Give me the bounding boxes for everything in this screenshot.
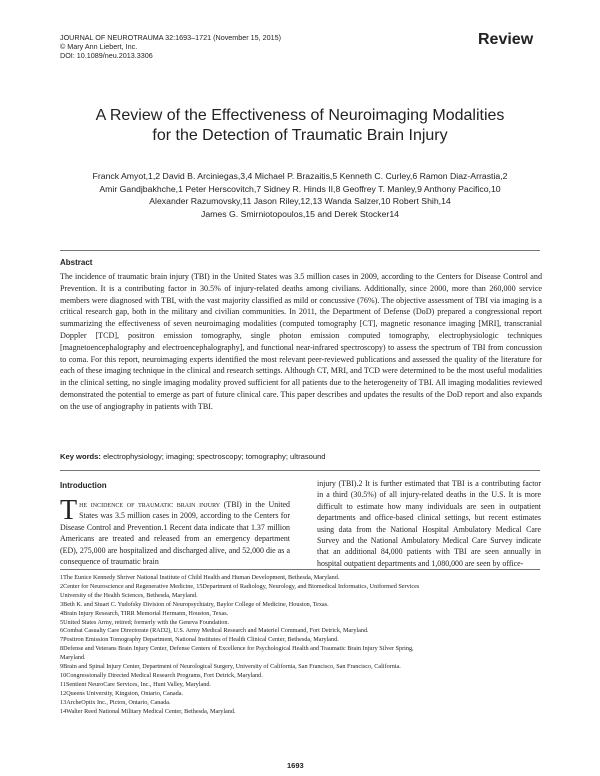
intro-right-column: [317, 478, 541, 569]
abstract-top-rule: [60, 250, 540, 251]
footnote: 4Brain Injury Research, TIRR Memorial Hermann, Houston, Texas.: [60, 609, 229, 617]
abstract-heading: Abstract: [60, 258, 93, 267]
footnote: 2Center for Neuroscience and Regenerative Medicine, 15Department of Radiology, Neurology, and Biomedical Informatics, Uniformed Services: [60, 582, 420, 590]
page-number: 1693: [287, 761, 304, 770]
footnote: 9Brain and Spinal Injury Center, Department of Neurological Surgery, University of California, San Francisco, San Francisco, California.: [60, 663, 401, 671]
journal-header: [60, 33, 360, 60]
intro-left-column: [60, 495, 290, 567]
keywords: [60, 452, 540, 461]
keywords-label: Key words:: [60, 452, 101, 461]
affiliation-footnotes: [60, 574, 542, 717]
author-list: [52, 170, 548, 220]
title-line-1: A Review of the Effectiveness of Neuroimaging Modalities: [95, 107, 505, 124]
intro-left-text: (TBI) in the United States was 3.5 million cases in 2009, according to the Centers for Disease Control and Prevention.1 Recent data indicate that 1.37 million Americans are treated and released from an emergency department (ED), 275,000 are hospitalized and discharged alive, and 52,000 die as a consequence of traumatic brain: [60, 500, 290, 567]
footnote: Maryland.: [60, 654, 86, 662]
drop-cap: T: [60, 495, 78, 526]
footnote: 13ArcheOptix Inc., Picton, Ontario, Canada.: [60, 698, 171, 706]
footnote: 14Walter Reed National Military Medical Center, Bethesda, Maryland.: [60, 707, 236, 715]
footnote: 7Positron Emission Tomography Department, National Institutes of Health Clinical Center, Bethesda, Maryland.: [60, 636, 339, 644]
section-label: Review: [478, 31, 534, 48]
title-line-2: for the Detection of Traumatic Brain Injury: [152, 127, 448, 144]
footnote: 10Congressionally Directed Medical Research Programs, Fort Detrick, Maryland.: [60, 671, 263, 679]
footnote-rule: [60, 569, 540, 570]
footnote: 3Beth K. and Stuart C. Yudofsky Division of Neuropsychiatry, Baylor College of Medicine, Houston, Texas.: [60, 600, 329, 608]
authors-line-2: Amir Gandjbakhche,1 Peter Herscovitch,7 Sidney R. Hinds II,8 Geoffrey T. Manley,9 Anthony Pacifico,10: [99, 183, 501, 194]
footnote: University of the Health Sciences, Bethesda, Maryland.: [60, 591, 198, 599]
footnote: 11Sentient NeuroCare Services, Inc., Hunt Valley, Maryland.: [60, 680, 211, 688]
article-title: [40, 106, 560, 146]
journal-copyright: © Mary Ann Liebert, Inc.: [60, 42, 138, 51]
intro-right-text: injury (TBI).2 It is further estimated that TBI is a contributing factor in a third (30.5%) of all injury-related deaths in the U.S. It is more difficult to estimate how many individuals are seen in outpatient departments and office-based clinical settings, but recent estimates using data from the National Hospital Ambulatory Medical Care Survey and the National Ambulatory Medical Care Survey indicate that an additional 84,000 patients with TBI are seen annually in hospital outpatient departments and 1,080,000 are seen by office-: [317, 479, 541, 568]
authors-line-4: James G. Smirniotopoulos,15 and Derek Stocker14: [201, 208, 399, 219]
abstract-text: The incidence of traumatic brain injury (TBI) in the United States was 3.5 million cases in 2009, according to the Centers for Disease Control and Prevention. It is a contributing factor in 30.5% of injury-related deaths among civilians. Additionally, since 2000, more than 260,000 service members were diagnosed with TBI, with the vast majority classified as mild or concussive (76%). The objective assessment of TBI via imaging is a critical research gap, both in the military and civilian communities. In 2011, the Department of Defense (DoD) prepared a congressional report summarizing the effectiveness of seven neuroimaging modalities (computed tomography [CT], magnetic resonance imaging [MRI], transcranial Doppler [TCD], positron emission tomography, single photon emission computed tomography, electrophysiologic techniques [magnetoencephalography and electroencephalography], and functional near-infrared spectroscopy) to assess the spectrum of TBI from concussion to coma. For this report, neuroimaging experts identified the most relevant peer-reviewed publications and assessed the quality of the literature for each of these imaging technique in the clinical and research settings. Although CT, MRI, and TCD were determined to be the most useful modalities in the clinical setting, no single imaging modality proved sufficient for all patients due to the heterogeneity of TBI. All imaging modalities reviewed demonstrated the potential to emerge as part of future clinical care. This paper describes and updates the results of the DoD report and also expands on the use of angiography in patients with TBI.: [60, 272, 542, 411]
footnote: 5United States Army, retired; formerly with the Geneva Foundation.: [60, 618, 230, 626]
authors-line-3: Alexander Razumovsky,11 Jason Riley,12,13 Wanda Salzer,10 Robert Shih,14: [149, 196, 451, 207]
abstract-bottom-rule: [60, 470, 540, 471]
footnote: 12Queens University, Kingston, Ontario, Canada.: [60, 689, 183, 697]
footnote: 8Defense and Veterans Brain Injury Center, Defense Centers of Excellence for Psychological Health and Traumatic Brain Injury Silver Spring,: [60, 645, 414, 653]
authors-line-1: Franck Amyot,1,2 David B. Arciniegas,3,4 Michael P. Brazaitis,5 Kenneth C. Curley,6 Ramon Diaz-Arrastia,2: [92, 171, 508, 181]
footnote: 6Combat Casualty Care Directorate (RAD2), U.S. Army Medical Research and Materiel Command, Fort Detrick, Maryland.: [60, 627, 369, 635]
introduction-heading: Introduction: [60, 481, 107, 490]
journal-doi: DOI: 10.1089/neu.2013.3306: [60, 51, 153, 60]
journal-citation: JOURNAL OF NEUROTRAUMA 32:1693–1721 (November 15, 2015): [60, 33, 282, 42]
intro-lead-smallcaps: he incidence of traumatic brain injury: [79, 500, 221, 509]
footnote: 1The Eunice Kennedy Shriver National Institute of Child Health and Human Development, Bethesda, Maryland.: [60, 574, 340, 581]
keywords-list: electrophysiology; imaging; spectroscopy; tomography; ultrasound: [103, 452, 326, 461]
